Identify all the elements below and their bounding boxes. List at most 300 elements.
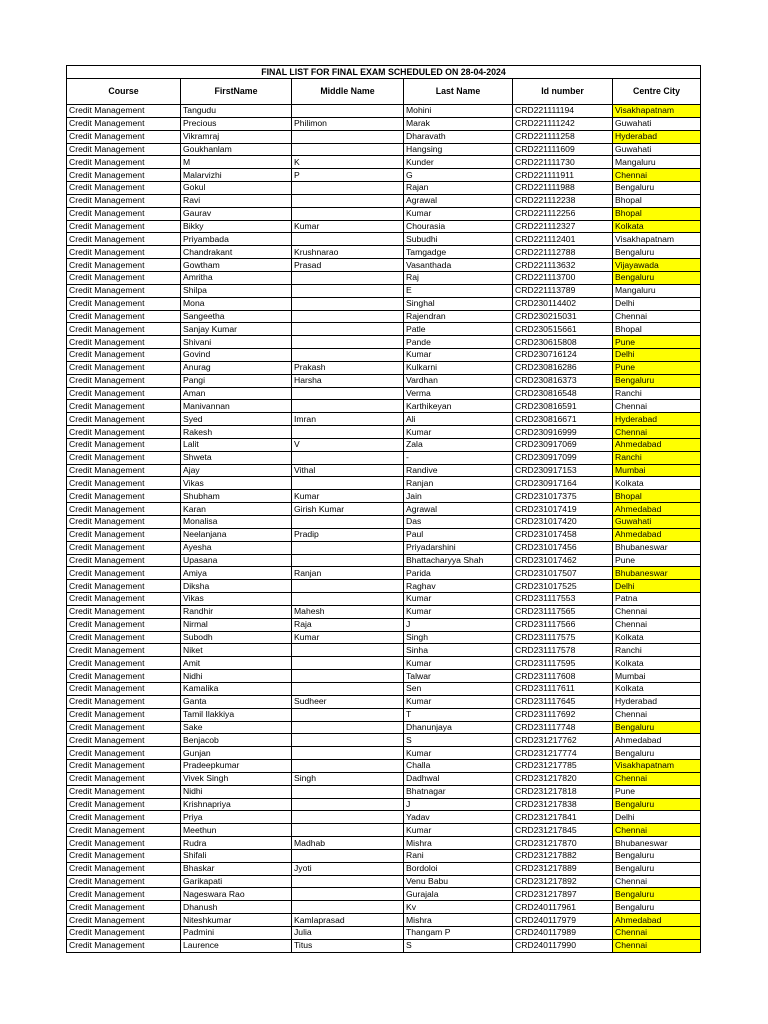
last-name-cell: Verma [404, 387, 513, 400]
table-row [67, 528, 701, 541]
middle-name-cell: Madhab [292, 837, 404, 850]
centre-city-cell: Chennai [613, 618, 701, 631]
middle-name-cell [292, 426, 404, 439]
centre-city-cell: Pune [613, 361, 701, 374]
table-row [67, 888, 701, 901]
last-name-cell: Karthikeyan [404, 400, 513, 413]
id-number-cell: CRD221113632 [513, 259, 613, 272]
middle-name-cell [292, 657, 404, 670]
id-number-cell: CRD230215031 [513, 310, 613, 323]
table-row [67, 785, 701, 798]
table-row [67, 271, 701, 284]
centre-city-cell: Chennai [613, 426, 701, 439]
middle-name-cell [292, 130, 404, 143]
id-number-cell: CRD231217841 [513, 811, 613, 824]
firstname-cell: Precious [181, 117, 292, 130]
course-cell: Credit Management [67, 554, 181, 567]
last-name-cell: G [404, 169, 513, 182]
course-cell: Credit Management [67, 503, 181, 516]
centre-city-cell: Bengaluru [613, 901, 701, 914]
middle-name-cell [292, 644, 404, 657]
middle-name-cell [292, 593, 404, 606]
centre-city-cell: Delhi [613, 349, 701, 362]
table-row [67, 464, 701, 477]
centre-city-cell: Bhopal [613, 194, 701, 207]
firstname-cell: M [181, 156, 292, 169]
table-row [67, 361, 701, 374]
last-name-cell: Zala [404, 438, 513, 451]
middle-name-cell: Mahesh [292, 605, 404, 618]
column-header-centre-city: Centre City [613, 79, 701, 105]
firstname-cell: Amit [181, 657, 292, 670]
firstname-cell: Aman [181, 387, 292, 400]
firstname-cell: Goukhanlam [181, 143, 292, 156]
last-name-cell: S [404, 939, 513, 952]
centre-city-cell: Chennai [613, 927, 701, 940]
id-number-cell: CRD231217845 [513, 824, 613, 837]
last-name-cell: Kv [404, 901, 513, 914]
centre-city-cell: Ahmedabad [613, 438, 701, 451]
firstname-cell: Nidhi [181, 785, 292, 798]
course-cell: Credit Management [67, 772, 181, 785]
middle-name-cell: Krushnarao [292, 246, 404, 259]
course-cell: Credit Management [67, 310, 181, 323]
last-name-cell: Rajendran [404, 310, 513, 323]
last-name-cell: Gurajala [404, 888, 513, 901]
course-cell: Credit Management [67, 323, 181, 336]
middle-name-cell: Philimon [292, 117, 404, 130]
table-row [67, 246, 701, 259]
id-number-cell: CRD221111911 [513, 169, 613, 182]
id-number-cell: CRD231117748 [513, 721, 613, 734]
id-number-cell: CRD221111988 [513, 182, 613, 195]
id-number-cell: CRD231117565 [513, 605, 613, 618]
last-name-cell: E [404, 284, 513, 297]
last-name-cell: J [404, 798, 513, 811]
centre-city-cell: Delhi [613, 297, 701, 310]
firstname-cell: Dhanush [181, 901, 292, 914]
middle-name-cell: Julia [292, 927, 404, 940]
id-number-cell: CRD221113789 [513, 284, 613, 297]
last-name-cell: Dharavath [404, 130, 513, 143]
middle-name-cell: Vithal [292, 464, 404, 477]
firstname-cell: Ravi [181, 194, 292, 207]
centre-city-cell: Chennai [613, 824, 701, 837]
middle-name-cell [292, 233, 404, 246]
centre-city-cell: Mumbai [613, 670, 701, 683]
centre-city-cell: Bengaluru [613, 271, 701, 284]
firstname-cell: Lalit [181, 438, 292, 451]
centre-city-cell: Vijayawada [613, 259, 701, 272]
last-name-cell: Vardhan [404, 374, 513, 387]
id-number-cell: CRD231017420 [513, 516, 613, 529]
course-cell: Credit Management [67, 682, 181, 695]
course-cell: Credit Management [67, 811, 181, 824]
id-number-cell: CRD230816373 [513, 374, 613, 387]
firstname-cell: Pradeepkumar [181, 760, 292, 773]
firstname-cell: Benjacob [181, 734, 292, 747]
middle-name-cell [292, 811, 404, 824]
middle-name-cell [292, 760, 404, 773]
last-name-cell: Sen [404, 682, 513, 695]
table-row [67, 207, 701, 220]
centre-city-cell: Visakhapatnam [613, 105, 701, 118]
table-row [67, 413, 701, 426]
firstname-cell: Gowtham [181, 259, 292, 272]
centre-city-cell: Bhubaneswar [613, 541, 701, 554]
course-cell: Credit Management [67, 233, 181, 246]
last-name-cell: Kulkarni [404, 361, 513, 374]
id-number-cell: CRD230816591 [513, 400, 613, 413]
exam-list-table [66, 65, 701, 953]
id-number-cell: CRD231017375 [513, 490, 613, 503]
middle-name-cell [292, 901, 404, 914]
middle-name-cell [292, 875, 404, 888]
middle-name-cell: P [292, 169, 404, 182]
middle-name-cell [292, 310, 404, 323]
id-number-cell: CRD231017507 [513, 567, 613, 580]
course-cell: Credit Management [67, 464, 181, 477]
last-name-cell: Randive [404, 464, 513, 477]
middle-name-cell [292, 336, 404, 349]
centre-city-cell: Hyderabad [613, 130, 701, 143]
table-row [67, 567, 701, 580]
id-number-cell: CRD221113700 [513, 271, 613, 284]
centre-city-cell: Ranchi [613, 451, 701, 464]
last-name-cell: Mishra [404, 837, 513, 850]
course-cell: Credit Management [67, 837, 181, 850]
id-number-cell: CRD240117979 [513, 914, 613, 927]
middle-name-cell: Prakash [292, 361, 404, 374]
course-cell: Credit Management [67, 400, 181, 413]
course-cell: Credit Management [67, 939, 181, 952]
table-row [67, 374, 701, 387]
last-name-cell: Kunder [404, 156, 513, 169]
middle-name-cell [292, 349, 404, 362]
last-name-cell: Kumar [404, 593, 513, 606]
centre-city-cell: Bengaluru [613, 888, 701, 901]
middle-name-cell [292, 734, 404, 747]
centre-city-cell: Chennai [613, 772, 701, 785]
centre-city-cell: Bengaluru [613, 849, 701, 862]
course-cell: Credit Management [67, 798, 181, 811]
id-number-cell: CRD231017525 [513, 580, 613, 593]
firstname-cell: Syed [181, 413, 292, 426]
last-name-cell: Hangsing [404, 143, 513, 156]
column-header-middle-name: Middle Name [292, 79, 404, 105]
id-number-cell: CRD221112256 [513, 207, 613, 220]
centre-city-cell: Kolkata [613, 657, 701, 670]
last-name-cell: Ranjan [404, 477, 513, 490]
table-row [67, 169, 701, 182]
last-name-cell: Kumar [404, 349, 513, 362]
id-number-cell: CRD231217889 [513, 862, 613, 875]
table-row [67, 554, 701, 567]
last-name-cell: Venu Babu [404, 875, 513, 888]
last-name-cell: Subudhi [404, 233, 513, 246]
middle-name-cell [292, 554, 404, 567]
middle-name-cell: Ranjan [292, 567, 404, 580]
id-number-cell: CRD221111730 [513, 156, 613, 169]
firstname-cell: Gokul [181, 182, 292, 195]
middle-name-cell: Jyoti [292, 862, 404, 875]
centre-city-cell: Ahmedabad [613, 528, 701, 541]
table-row [67, 477, 701, 490]
table-row [67, 156, 701, 169]
table-row [67, 438, 701, 451]
column-header-id-number: Id number [513, 79, 613, 105]
course-cell: Credit Management [67, 156, 181, 169]
course-cell: Credit Management [67, 271, 181, 284]
table-row [67, 644, 701, 657]
course-cell: Credit Management [67, 143, 181, 156]
id-number-cell: CRD231117608 [513, 670, 613, 683]
id-number-cell: CRD230816548 [513, 387, 613, 400]
centre-city-cell: Bengaluru [613, 798, 701, 811]
last-name-cell: T [404, 708, 513, 721]
table-row [67, 490, 701, 503]
table-row [67, 901, 701, 914]
centre-city-cell: Kolkata [613, 682, 701, 695]
middle-name-cell: V [292, 438, 404, 451]
centre-city-cell: Kolkata [613, 477, 701, 490]
course-cell: Credit Management [67, 374, 181, 387]
centre-city-cell: Bengaluru [613, 246, 701, 259]
table-row [67, 721, 701, 734]
centre-city-cell: Chennai [613, 400, 701, 413]
centre-city-cell: Chennai [613, 169, 701, 182]
firstname-cell: Amritha [181, 271, 292, 284]
id-number-cell: CRD231117553 [513, 593, 613, 606]
id-number-cell: CRD231217897 [513, 888, 613, 901]
firstname-cell: Meethun [181, 824, 292, 837]
course-cell: Credit Management [67, 246, 181, 259]
table-row [67, 284, 701, 297]
course-cell: Credit Management [67, 207, 181, 220]
middle-name-cell [292, 105, 404, 118]
middle-name-cell: Sudheer [292, 695, 404, 708]
firstname-cell: Randhir [181, 605, 292, 618]
id-number-cell: CRD230917153 [513, 464, 613, 477]
firstname-cell: Pangi [181, 374, 292, 387]
middle-name-cell: Prasad [292, 259, 404, 272]
centre-city-cell: Guwahati [613, 143, 701, 156]
centre-city-cell: Bhopal [613, 490, 701, 503]
table-row [67, 760, 701, 773]
course-cell: Credit Management [67, 631, 181, 644]
middle-name-cell [292, 323, 404, 336]
id-number-cell: CRD221111194 [513, 105, 613, 118]
id-number-cell: CRD231117595 [513, 657, 613, 670]
table-row [67, 105, 701, 118]
centre-city-cell: Kolkata [613, 631, 701, 644]
last-name-cell: Patle [404, 323, 513, 336]
last-name-cell: J [404, 618, 513, 631]
id-number-cell: CRD231217892 [513, 875, 613, 888]
table-row [67, 695, 701, 708]
course-cell: Credit Management [67, 259, 181, 272]
id-number-cell: CRD221112238 [513, 194, 613, 207]
id-number-cell: CRD231217820 [513, 772, 613, 785]
last-name-cell: Bhattacharyya Shah [404, 554, 513, 567]
firstname-cell: Garikapati [181, 875, 292, 888]
middle-name-cell [292, 400, 404, 413]
id-number-cell: CRD231217762 [513, 734, 613, 747]
id-number-cell: CRD230917164 [513, 477, 613, 490]
course-cell: Credit Management [67, 117, 181, 130]
course-cell: Credit Management [67, 888, 181, 901]
id-number-cell: CRD231117575 [513, 631, 613, 644]
centre-city-cell: Delhi [613, 580, 701, 593]
middle-name-cell [292, 785, 404, 798]
table-row [67, 875, 701, 888]
id-number-cell: CRD231017456 [513, 541, 613, 554]
firstname-cell: Diksha [181, 580, 292, 593]
table-row [67, 593, 701, 606]
course-cell: Credit Management [67, 580, 181, 593]
last-name-cell: S [404, 734, 513, 747]
course-cell: Credit Management [67, 721, 181, 734]
centre-city-cell: Ranchi [613, 644, 701, 657]
course-cell: Credit Management [67, 605, 181, 618]
course-cell: Credit Management [67, 528, 181, 541]
course-cell: Credit Management [67, 785, 181, 798]
last-name-cell: Dadhwal [404, 772, 513, 785]
id-number-cell: CRD231217774 [513, 747, 613, 760]
course-cell: Credit Management [67, 516, 181, 529]
centre-city-cell: Bhubaneswar [613, 567, 701, 580]
middle-name-cell [292, 194, 404, 207]
last-name-cell: Bordoloi [404, 862, 513, 875]
centre-city-cell: Guwahati [613, 117, 701, 130]
last-name-cell: Priyadarshini [404, 541, 513, 554]
course-cell: Credit Management [67, 297, 181, 310]
table-row [67, 426, 701, 439]
middle-name-cell: K [292, 156, 404, 169]
id-number-cell: CRD221112327 [513, 220, 613, 233]
firstname-cell: Bikky [181, 220, 292, 233]
course-cell: Credit Management [67, 734, 181, 747]
middle-name-cell [292, 798, 404, 811]
table-row [67, 220, 701, 233]
id-number-cell: CRD231217818 [513, 785, 613, 798]
id-number-cell: CRD230917069 [513, 438, 613, 451]
last-name-cell: Tamgadge [404, 246, 513, 259]
course-cell: Credit Management [67, 361, 181, 374]
table-row [67, 259, 701, 272]
last-name-cell: Jain [404, 490, 513, 503]
table-row [67, 605, 701, 618]
column-header-firstname: FirstName [181, 79, 292, 105]
centre-city-cell: Bhubaneswar [613, 837, 701, 850]
course-cell: Credit Management [67, 875, 181, 888]
firstname-cell: Sangeetha [181, 310, 292, 323]
id-number-cell: CRD231117645 [513, 695, 613, 708]
table-row [67, 143, 701, 156]
middle-name-cell [292, 182, 404, 195]
id-number-cell: CRD231017419 [513, 503, 613, 516]
last-name-cell: Kumar [404, 657, 513, 670]
last-name-cell: Singhal [404, 297, 513, 310]
firstname-cell: Monalisa [181, 516, 292, 529]
last-name-cell: Bhatnagar [404, 785, 513, 798]
last-name-cell: Raghav [404, 580, 513, 593]
middle-name-cell [292, 721, 404, 734]
firstname-cell: Vikramraj [181, 130, 292, 143]
firstname-cell: Shilpa [181, 284, 292, 297]
table-row [67, 310, 701, 323]
course-cell: Credit Management [67, 105, 181, 118]
last-name-cell: Das [404, 516, 513, 529]
firstname-cell: Ajay [181, 464, 292, 477]
table-row [67, 541, 701, 554]
firstname-cell: Tamil Ilakkiya [181, 708, 292, 721]
column-header-course: Course [67, 79, 181, 105]
last-name-cell: Thangam P [404, 927, 513, 940]
last-name-cell: Kumar [404, 605, 513, 618]
firstname-cell: Shifali [181, 849, 292, 862]
last-name-cell: Sinha [404, 644, 513, 657]
middle-name-cell [292, 477, 404, 490]
table-row [67, 798, 701, 811]
id-number-cell: CRD221112788 [513, 246, 613, 259]
centre-city-cell: Chennai [613, 875, 701, 888]
course-cell: Credit Management [67, 760, 181, 773]
centre-city-cell: Pune [613, 554, 701, 567]
table-row [67, 682, 701, 695]
course-cell: Credit Management [67, 849, 181, 862]
middle-name-cell [292, 284, 404, 297]
last-name-cell: Pande [404, 336, 513, 349]
table-row [67, 618, 701, 631]
id-number-cell: CRD231217882 [513, 849, 613, 862]
last-name-cell: Singh [404, 631, 513, 644]
firstname-cell: Vikas [181, 593, 292, 606]
table-row [67, 580, 701, 593]
table-row [67, 927, 701, 940]
firstname-cell: Priyambada [181, 233, 292, 246]
middle-name-cell [292, 207, 404, 220]
id-number-cell: CRD231217785 [513, 760, 613, 773]
centre-city-cell: Delhi [613, 811, 701, 824]
last-name-cell: Mishra [404, 914, 513, 927]
last-name-cell: Dhanunjaya [404, 721, 513, 734]
table-row [67, 631, 701, 644]
table-body [67, 105, 701, 953]
firstname-cell: Niket [181, 644, 292, 657]
column-header-last-name: Last Name [404, 79, 513, 105]
middle-name-cell: Girish Kumar [292, 503, 404, 516]
last-name-cell: Agrawal [404, 194, 513, 207]
firstname-cell: Ayesha [181, 541, 292, 554]
id-number-cell: CRD230816671 [513, 413, 613, 426]
middle-name-cell [292, 708, 404, 721]
centre-city-cell: Pune [613, 785, 701, 798]
centre-city-cell: Bengaluru [613, 374, 701, 387]
centre-city-cell: Ahmedabad [613, 914, 701, 927]
centre-city-cell: Hyderabad [613, 413, 701, 426]
middle-name-cell: Kumar [292, 631, 404, 644]
table-row [67, 516, 701, 529]
last-name-cell: Rajan [404, 182, 513, 195]
middle-name-cell: Kumar [292, 220, 404, 233]
id-number-cell: CRD221112401 [513, 233, 613, 246]
table-row [67, 349, 701, 362]
last-name-cell: Kumar [404, 426, 513, 439]
firstname-cell: Nirmal [181, 618, 292, 631]
last-name-cell: Rani [404, 849, 513, 862]
firstname-cell: Laurence [181, 939, 292, 952]
